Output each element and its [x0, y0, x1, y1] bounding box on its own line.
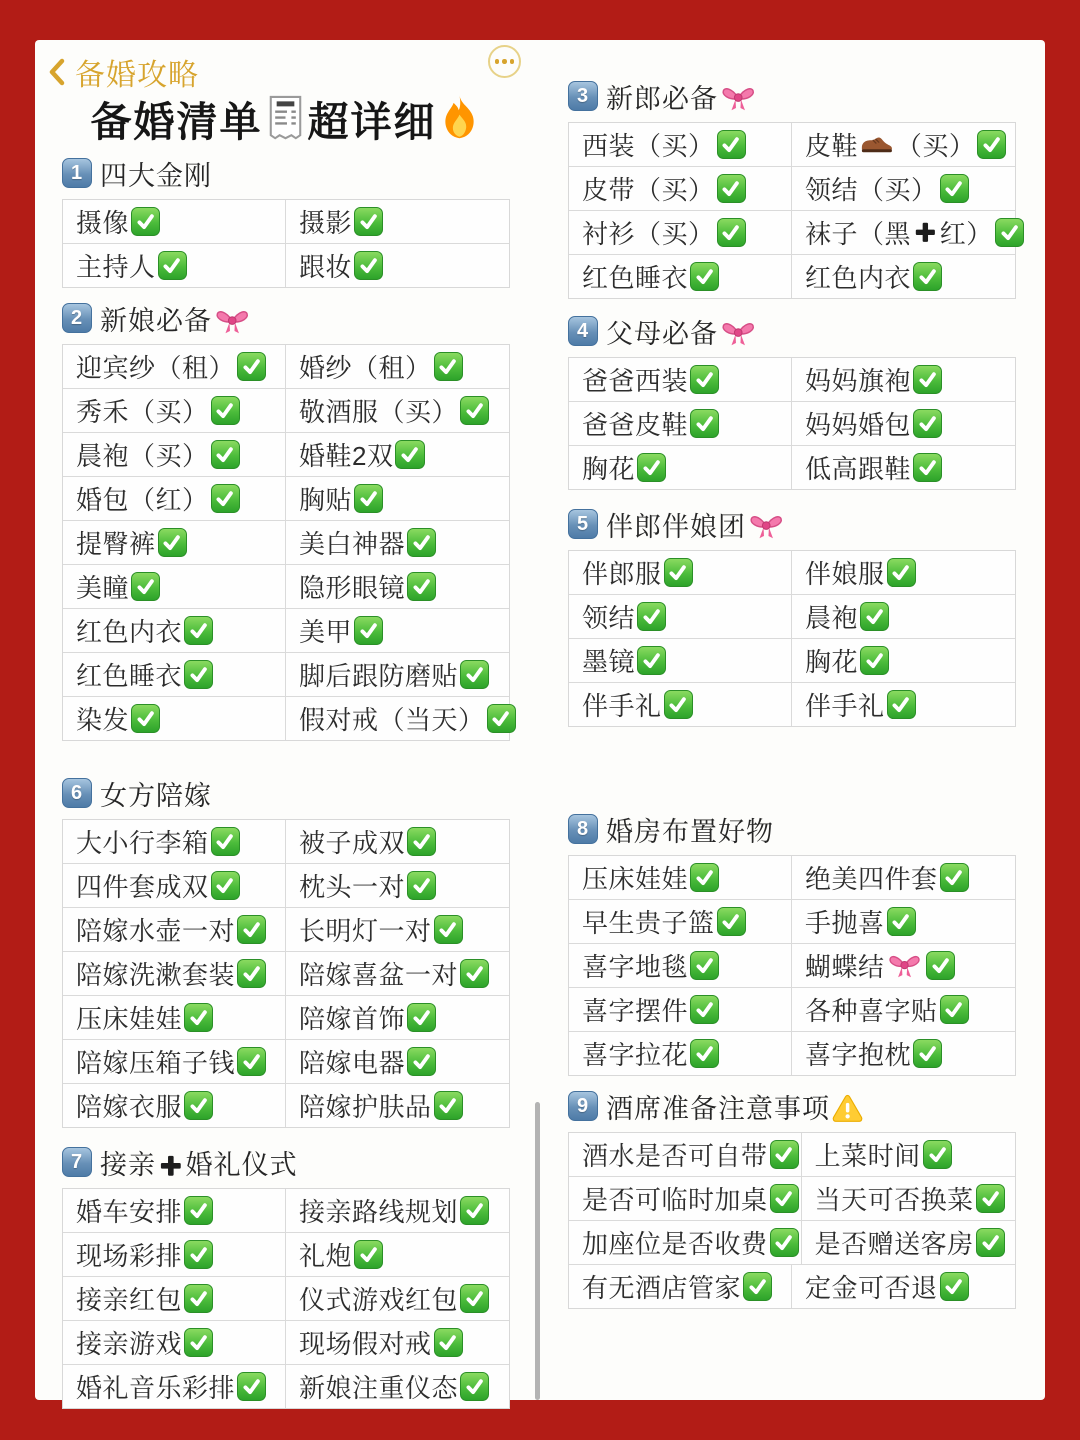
- checked-checkbox-icon: [976, 1228, 1005, 1257]
- section-4: [568, 313, 1016, 490]
- checked-checkbox-icon: [460, 396, 489, 425]
- checked-checkbox-icon: [487, 704, 516, 733]
- checklist-table: [62, 344, 510, 741]
- checked-checkbox-icon: [690, 409, 719, 438]
- checked-checkbox-icon: [184, 1240, 213, 1269]
- checklist-item: 陪嫁护肤品: [286, 1084, 509, 1127]
- section-header: [568, 811, 1016, 847]
- checked-checkbox-icon: [395, 440, 424, 469]
- checklist-item: 红色睡衣: [569, 255, 792, 298]
- checklist-row: [63, 608, 509, 652]
- checklist-item: 陪嫁衣服: [63, 1084, 286, 1127]
- checklist-table: [62, 199, 510, 288]
- checked-checkbox-icon: [664, 558, 693, 587]
- checked-checkbox-icon: [940, 1272, 969, 1301]
- checked-checkbox-icon: [940, 995, 969, 1024]
- checklist-item: 低高跟鞋: [792, 446, 1015, 489]
- ribbon-bow-icon: [214, 308, 250, 335]
- checked-checkbox-icon: [237, 1372, 266, 1401]
- checklist-item: 接亲路线规划: [286, 1189, 509, 1232]
- checklist-row: [569, 682, 1015, 726]
- checked-checkbox-icon: [184, 1328, 213, 1357]
- checked-checkbox-icon: [637, 602, 666, 631]
- checklist-item: 被子成双: [286, 820, 509, 863]
- checked-checkbox-icon: [407, 1003, 436, 1032]
- checklist-item: 有无酒店管家: [569, 1265, 792, 1308]
- checked-checkbox-icon: [237, 1047, 266, 1076]
- checklist-item: 喜字摆件: [569, 988, 792, 1031]
- checklist-row: [569, 1031, 1015, 1075]
- checklist-row: [63, 520, 509, 564]
- section-3: [568, 78, 1016, 299]
- section-title: 婚房布置好物: [606, 816, 774, 847]
- heavy-plus-icon: [158, 1153, 184, 1179]
- checked-checkbox-icon: [717, 218, 746, 247]
- section-1: [62, 155, 510, 288]
- checklist-item: 婚鞋2双: [286, 433, 509, 476]
- checklist-item: 墨镜: [569, 639, 792, 682]
- checklist-row: [63, 907, 509, 951]
- checklist-item: 提臀裤: [63, 521, 286, 564]
- checked-checkbox-icon: [923, 1140, 952, 1169]
- checklist-item: 陪嫁电器: [286, 1040, 509, 1083]
- note-page: [35, 40, 1045, 1404]
- section-header: [568, 506, 1016, 542]
- checklist-item: 染发: [63, 697, 286, 740]
- checklist-row: [569, 943, 1015, 987]
- section-2: [62, 300, 510, 741]
- checklist-item: 爸爸皮鞋: [569, 402, 792, 445]
- checklist-row: [63, 820, 509, 863]
- column-divider: [535, 1102, 540, 1400]
- checked-checkbox-icon: [860, 646, 889, 675]
- checklist-item: 美瞳: [63, 565, 286, 608]
- warning-icon: [832, 1094, 863, 1122]
- checklist-item: 大小行李箱: [63, 820, 286, 863]
- checklist-table: [568, 357, 1016, 490]
- checked-checkbox-icon: [460, 1196, 489, 1225]
- checked-checkbox-icon: [211, 484, 240, 513]
- keycap-number-icon: 4: [568, 316, 598, 346]
- checklist-item: 晨袍（买）: [63, 433, 286, 476]
- checklist-item: 四件套成双: [63, 864, 286, 907]
- checked-checkbox-icon: [690, 1039, 719, 1068]
- checklist-item: 摄像: [63, 200, 286, 243]
- checklist-item: 陪嫁喜盆一对: [286, 952, 509, 995]
- checked-checkbox-icon: [664, 690, 693, 719]
- checklist-item: 是否可临时加桌: [569, 1177, 802, 1220]
- keycap-number-icon: 5: [568, 509, 598, 539]
- checked-checkbox-icon: [434, 1091, 463, 1120]
- checked-checkbox-icon: [887, 907, 916, 936]
- section-6: [62, 775, 510, 1128]
- checklist-item: 当天可否换菜: [802, 1177, 1025, 1220]
- checked-checkbox-icon: [184, 1196, 213, 1225]
- checked-checkbox-icon: [913, 262, 942, 291]
- checklist-row: [63, 388, 509, 432]
- section-header: [62, 300, 510, 336]
- keycap-number-icon: 3: [568, 81, 598, 111]
- checked-checkbox-icon: [913, 365, 942, 394]
- checked-checkbox-icon: [407, 827, 436, 856]
- checklist-item: 美甲: [286, 609, 509, 652]
- checklist-item: 蝴蝶结: [792, 944, 1015, 987]
- section-9: [568, 1088, 1016, 1309]
- checked-checkbox-icon: [131, 572, 160, 601]
- checklist-row: [63, 1083, 509, 1127]
- ribbon-bow-icon: [887, 953, 922, 979]
- checklist-item: 妈妈婚包: [792, 402, 1015, 445]
- section-title: 父母必备: [606, 312, 758, 351]
- checklist-row: [63, 1189, 509, 1232]
- checklist-item: 喜字拉花: [569, 1032, 792, 1075]
- checklist-item: 新娘注重仪态: [286, 1365, 509, 1408]
- checked-checkbox-icon: [407, 1047, 436, 1076]
- checklist-item: 酒水是否可自带: [569, 1133, 802, 1176]
- checklist-item: 迎宾纱（租）: [63, 345, 286, 388]
- checked-checkbox-icon: [354, 1240, 383, 1269]
- checklist-item: 领结: [569, 595, 792, 638]
- checklist-table: [568, 1132, 1016, 1309]
- ribbon-bow-icon: [748, 513, 784, 540]
- checklist-row: [569, 899, 1015, 943]
- checklist-item: 妈妈旗袍: [792, 358, 1015, 401]
- checklist-item: 领结（买）: [792, 167, 1015, 210]
- checklist-row: [569, 210, 1015, 254]
- checked-checkbox-icon: [184, 1091, 213, 1120]
- checked-checkbox-icon: [407, 528, 436, 557]
- checklist-item: 现场彩排: [63, 1233, 286, 1276]
- checklist-item: 西装（买）: [569, 123, 792, 166]
- section-title: 女方陪嫁: [100, 780, 212, 811]
- checklist-item: 衬衫（买）: [569, 211, 792, 254]
- checklist-item: 压床娃娃: [569, 856, 792, 899]
- checklist-row: [63, 345, 509, 388]
- checked-checkbox-icon: [637, 646, 666, 675]
- checklist-row: [569, 987, 1015, 1031]
- checked-checkbox-icon: [743, 1272, 772, 1301]
- column-left: [62, 40, 510, 1409]
- checklist-item: 接亲游戏: [63, 1321, 286, 1364]
- checked-checkbox-icon: [237, 352, 266, 381]
- checklist-item: 婚车安排: [63, 1189, 286, 1232]
- checklist-item: 仪式游戏红包: [286, 1277, 509, 1320]
- checklist-item: 绝美四件套: [792, 856, 1015, 899]
- checklist-item: 主持人: [63, 244, 286, 287]
- checked-checkbox-icon: [211, 827, 240, 856]
- section-header: [568, 78, 1016, 114]
- keycap-number-icon: 6: [62, 778, 92, 808]
- checklist-item: 跟妆: [286, 244, 509, 287]
- back-label: 备婚攻略: [75, 59, 199, 92]
- checklist-item: 袜子（黑 红）: [792, 211, 1026, 254]
- checklist-item: 秀禾（买）: [63, 389, 286, 432]
- checked-checkbox-icon: [690, 863, 719, 892]
- checklist-item: 各种喜字贴: [792, 988, 1015, 1031]
- checklist-row: [569, 594, 1015, 638]
- checklist-row: [569, 1220, 1015, 1264]
- leather-shoe-icon: [860, 133, 894, 155]
- section-header: [62, 155, 510, 191]
- ribbon-bow-icon: [720, 85, 756, 112]
- checklist-row: [63, 200, 509, 243]
- checklist-row: [63, 1276, 509, 1320]
- keycap-number-icon: 7: [62, 1147, 92, 1177]
- checklist-item: 红色睡衣: [63, 653, 286, 696]
- checklist-item: 是否赠送客房: [802, 1221, 1025, 1264]
- checklist-item: 陪嫁洗漱套装: [63, 952, 286, 995]
- checklist-item: 喜字抱枕: [792, 1032, 1015, 1075]
- checklist-item: 美白神器: [286, 521, 509, 564]
- checklist-table: [568, 122, 1016, 299]
- checked-checkbox-icon: [354, 251, 383, 280]
- checked-checkbox-icon: [460, 959, 489, 988]
- checklist-item: 伴手礼: [792, 683, 1015, 726]
- checklist-item: 定金可否退: [792, 1265, 1015, 1308]
- checklist-row: [63, 476, 509, 520]
- checklist-row: [569, 254, 1015, 298]
- checklist-row: [63, 432, 509, 476]
- section-8: [568, 811, 1016, 1076]
- checklist-table: [568, 550, 1016, 727]
- fire-icon: [439, 94, 480, 141]
- checked-checkbox-icon: [354, 484, 383, 513]
- checked-checkbox-icon: [770, 1140, 799, 1169]
- checked-checkbox-icon: [211, 440, 240, 469]
- checklist-item: 礼炮: [286, 1233, 509, 1276]
- checked-checkbox-icon: [434, 1328, 463, 1357]
- checklist-row: [63, 863, 509, 907]
- checklist-row: [569, 1176, 1015, 1220]
- section-title: 新郎必备: [606, 77, 758, 116]
- checked-checkbox-icon: [690, 995, 719, 1024]
- checked-checkbox-icon: [460, 660, 489, 689]
- checked-checkbox-icon: [690, 951, 719, 980]
- checklist-row: [569, 1264, 1015, 1308]
- checked-checkbox-icon: [770, 1228, 799, 1257]
- checklist-item: 上菜时间: [802, 1133, 1025, 1176]
- checked-checkbox-icon: [354, 207, 383, 236]
- checked-checkbox-icon: [434, 352, 463, 381]
- checked-checkbox-icon: [158, 251, 187, 280]
- checklist-row: [63, 1232, 509, 1276]
- checklist-row: [569, 445, 1015, 489]
- checked-checkbox-icon: [770, 1184, 799, 1213]
- checked-checkbox-icon: [717, 174, 746, 203]
- checklist-item: 喜字地毯: [569, 944, 792, 987]
- checklist-item: 陪嫁首饰: [286, 996, 509, 1039]
- checklist-row: [569, 166, 1015, 210]
- checklist-item: 婚包（红）: [63, 477, 286, 520]
- checklist-row: [63, 1320, 509, 1364]
- checked-checkbox-icon: [977, 130, 1006, 159]
- checked-checkbox-icon: [354, 616, 383, 645]
- keycap-number-icon: 8: [568, 814, 598, 844]
- heavy-plus-icon: [913, 220, 938, 245]
- checklist-item: 接亲红包: [63, 1277, 286, 1320]
- checklist-row: [63, 951, 509, 995]
- section-header: [62, 1144, 510, 1180]
- checked-checkbox-icon: [995, 218, 1024, 247]
- checked-checkbox-icon: [184, 616, 213, 645]
- keycap-number-icon: 9: [568, 1091, 598, 1121]
- column-right: [568, 40, 1016, 1309]
- checked-checkbox-icon: [717, 130, 746, 159]
- checklist-item: 陪嫁水壶一对: [63, 908, 286, 951]
- checklist-item: 隐形眼镜: [286, 565, 509, 608]
- page-title: 备婚清单 超详细: [62, 94, 510, 147]
- checked-checkbox-icon: [184, 660, 213, 689]
- checklist-row: [63, 652, 509, 696]
- checked-checkbox-icon: [913, 1039, 942, 1068]
- checklist-table: [62, 819, 510, 1128]
- checklist-item: 枕头一对: [286, 864, 509, 907]
- checked-checkbox-icon: [690, 262, 719, 291]
- checklist-item: 敬酒服（买）: [286, 389, 509, 432]
- checked-checkbox-icon: [913, 453, 942, 482]
- checklist-item: 红色内衣: [792, 255, 1015, 298]
- checklist-item: 胸花: [569, 446, 792, 489]
- section-title: 新娘必备: [100, 299, 252, 338]
- checklist-item: 皮鞋 （买）: [792, 123, 1015, 166]
- section-title: 接亲 婚礼仪式: [100, 1149, 298, 1180]
- checklist-table: [62, 1188, 510, 1409]
- checked-checkbox-icon: [940, 863, 969, 892]
- checklist-row: [569, 551, 1015, 594]
- checklist-row: [569, 123, 1015, 166]
- section-title: 伴郎伴娘团: [606, 505, 786, 544]
- checklist-item: 胸贴: [286, 477, 509, 520]
- checklist-item: 长明灯一对: [286, 908, 509, 951]
- checked-checkbox-icon: [460, 1372, 489, 1401]
- checked-checkbox-icon: [913, 409, 942, 438]
- checklist-row: [569, 1133, 1015, 1176]
- checked-checkbox-icon: [184, 1284, 213, 1313]
- checked-checkbox-icon: [887, 558, 916, 587]
- checked-checkbox-icon: [211, 871, 240, 900]
- section-header: [62, 775, 510, 811]
- checklist-item: 皮带（买）: [569, 167, 792, 210]
- section-7: [62, 1144, 510, 1409]
- keycap-number-icon: 2: [62, 303, 92, 333]
- checked-checkbox-icon: [887, 690, 916, 719]
- checked-checkbox-icon: [690, 365, 719, 394]
- checked-checkbox-icon: [460, 1284, 489, 1313]
- checklist-item: 伴手礼: [569, 683, 792, 726]
- checklist-item: 现场假对戒: [286, 1321, 509, 1364]
- checklist-item: 加座位是否收费: [569, 1221, 802, 1264]
- checklist-item: 早生贵子篮: [569, 900, 792, 943]
- checklist-item: 婚礼音乐彩排: [63, 1365, 286, 1408]
- section-title: 四大金刚: [100, 160, 212, 191]
- checklist-table: [568, 855, 1016, 1076]
- checklist-item: 脚后跟防磨贴: [286, 653, 509, 696]
- checklist-row: [569, 401, 1015, 445]
- checked-checkbox-icon: [131, 207, 160, 236]
- receipt-icon: [265, 94, 306, 141]
- checked-checkbox-icon: [407, 871, 436, 900]
- section-header: [568, 313, 1016, 349]
- checked-checkbox-icon: [211, 396, 240, 425]
- checklist-item: 假对戒（当天）: [286, 697, 518, 740]
- checklist-item: 陪嫁压箱子钱: [63, 1040, 286, 1083]
- checked-checkbox-icon: [926, 951, 955, 980]
- checked-checkbox-icon: [237, 959, 266, 988]
- checklist-item: 婚纱（租）: [286, 345, 509, 388]
- checked-checkbox-icon: [407, 572, 436, 601]
- checklist-item: 手抛喜: [792, 900, 1015, 943]
- ribbon-bow-icon: [720, 320, 756, 347]
- checklist-row: [63, 995, 509, 1039]
- checked-checkbox-icon: [637, 453, 666, 482]
- checked-checkbox-icon: [434, 915, 463, 944]
- keycap-number-icon: 1: [62, 158, 92, 188]
- checked-checkbox-icon: [976, 1184, 1005, 1213]
- checklist-item: 摄影: [286, 200, 509, 243]
- section-header: [568, 1088, 1016, 1124]
- checklist-row: [569, 358, 1015, 401]
- checked-checkbox-icon: [158, 528, 187, 557]
- checked-checkbox-icon: [717, 907, 746, 936]
- checklist-item: 伴娘服: [792, 551, 1015, 594]
- checked-checkbox-icon: [184, 1003, 213, 1032]
- checklist-row: [63, 1364, 509, 1408]
- checklist-item: 红色内衣: [63, 609, 286, 652]
- checked-checkbox-icon: [237, 915, 266, 944]
- checklist-item: 胸花: [792, 639, 1015, 682]
- checked-checkbox-icon: [860, 602, 889, 631]
- checklist-item: 压床娃娃: [63, 996, 286, 1039]
- checklist-row: [63, 564, 509, 608]
- checklist-item: 晨袍: [792, 595, 1015, 638]
- checklist-row: [569, 638, 1015, 682]
- checked-checkbox-icon: [940, 174, 969, 203]
- section-title: 酒席准备注意事项: [606, 1087, 865, 1126]
- checklist-item: 爸爸西装: [569, 358, 792, 401]
- checked-checkbox-icon: [131, 704, 160, 733]
- checklist-row: [569, 856, 1015, 899]
- checklist-row: [63, 243, 509, 287]
- checklist-item: 伴郎服: [569, 551, 792, 594]
- checklist-row: [63, 1039, 509, 1083]
- section-5: [568, 506, 1016, 727]
- checklist-row: [63, 696, 509, 740]
